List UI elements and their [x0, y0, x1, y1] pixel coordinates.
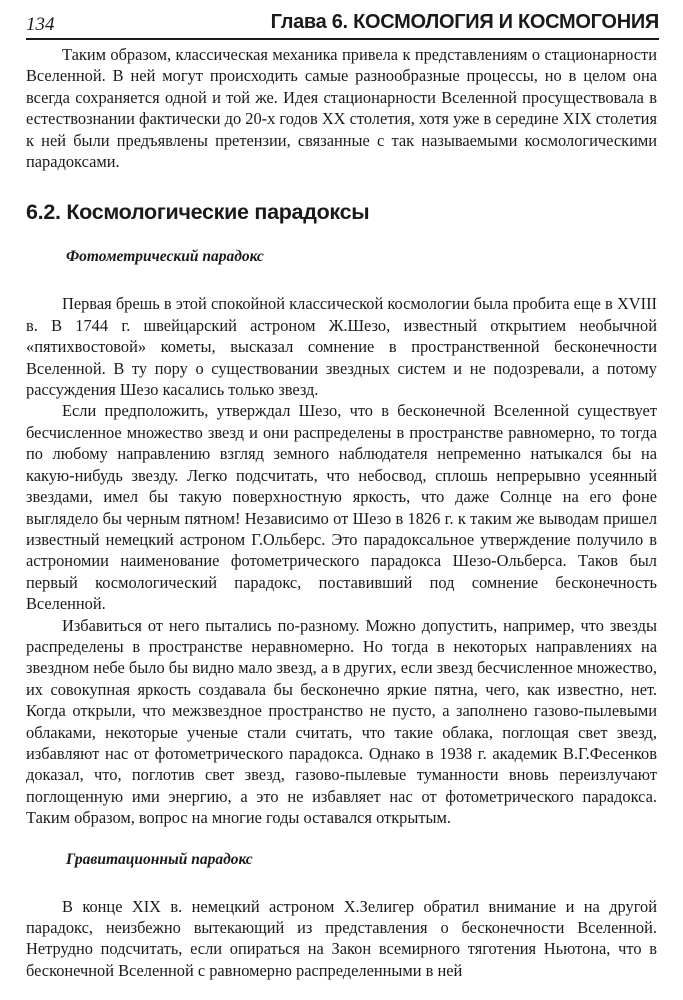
photometric-paragraph-2: Если предположить, утверждал Шезо, что в бесконечной Вселенной существует бесчисленное множество звезд и они распределены в пространстве равномерно, то тогда по любому направлению взгляд земного наблюдателя непременно натыкался бы на какую-нибудь звезду. Легко подсчитать, что небосвод, сплошь непрерывно усеянный звездами, имел бы такую поверхностную яркость, что даже Солнце на его фоне выглядело бы черным пятном! Независимо от Шезо в 1826 г. к таким же выводам пришел известный немецкий астроном Г.Ольберс. Это парадоксальное утверждение получило в астрономии наименование фотометрического парадокса Шезо-Ольберса. Таков был первый космологический парадокс, поставивший под сомнение бесконечность Вселенной. — [26, 401, 657, 614]
photometric-paragraph-3: Избавиться от него пытались по-разному. Можно допустить, например, что звезды распределены в пространстве неравномерно. Но тогда в некоторых направлениях на звездном небе было бы видно мало звезд, а в других, если звезд бесчисленное множество, их совокупная яркость создавала бы бесконечно яркие пятна, чего, как известно, нет. Когда открыли, что межзвездное пространство не пусто, а заполнено газово-пылевыми облаками, некоторые ученые стали считать, что такие облака, поглощая свет звезд, избавляют нас от фотометрического парадокса. Однако в 1938 г. академик В.Г.Фесенков доказал, что, поглотив свет звезд, газово-пылевые туманности вновь переизлучают поглощенную ими энергию, а это не избавляет нас от фотометрического парадокса. Таким образом, вопрос на многие годы оставался открытым. — [26, 615, 657, 828]
subheading-gravitational: Гравитационный парадокс — [66, 850, 253, 868]
page-content — [26, 44, 657, 981]
intro-paragraph: Таким образом, классическая механика привела к представлениям о стационарности Вселенной. В ней могут происходить самые разнообразные процессы, но в целом она всегда сохраняется одной и той же. Идея стационарности Вселенной просуществовала в естествознании фактически до 20-х годов XX столетия, хотя уже в середине XIX столетия к ней были предъявлены претензии, связанные с так называемыми космологическими парадоксами. — [26, 45, 657, 172]
gravitational-section-body — [26, 896, 657, 982]
page-number: 134 — [26, 14, 55, 35]
photometric-section-body — [26, 293, 657, 828]
photometric-paragraph-1: Первая брешь в этой спокойной классической космологии была пробита еще в XVIII в. В 1744 г. швейцарский астроном Ж.Шезо, известный открытием необычной «пятихвостовой» кометы, высказал сомнение в пространственной бесконечности Вселенной. В ту пору о существовании звездных систем и не подозревали, а потому рассуждения Шезо касались только звезд. — [26, 294, 657, 400]
subheading-photometric: Фотометрический парадокс — [66, 248, 264, 266]
section-heading: 6.2. Космологические парадоксы — [26, 200, 370, 225]
running-header — [26, 10, 659, 40]
gravitational-paragraph-1: В конце XIX в. немецкий астроном Х.Зелигер обратил внимание и на другой парадокс, неизбежно вытекающий из представления о бесконечности Вселенной. Нетрудно подсчитать, если опираться на Закон всемирного тяготения Ньютона, что в бесконечной Вселенной с равномерно распределенными в ней — [26, 896, 657, 980]
chapter-title: Глава 6. КОСМОЛОГИЯ И КОСМОГОНИЯ — [270, 11, 659, 33]
